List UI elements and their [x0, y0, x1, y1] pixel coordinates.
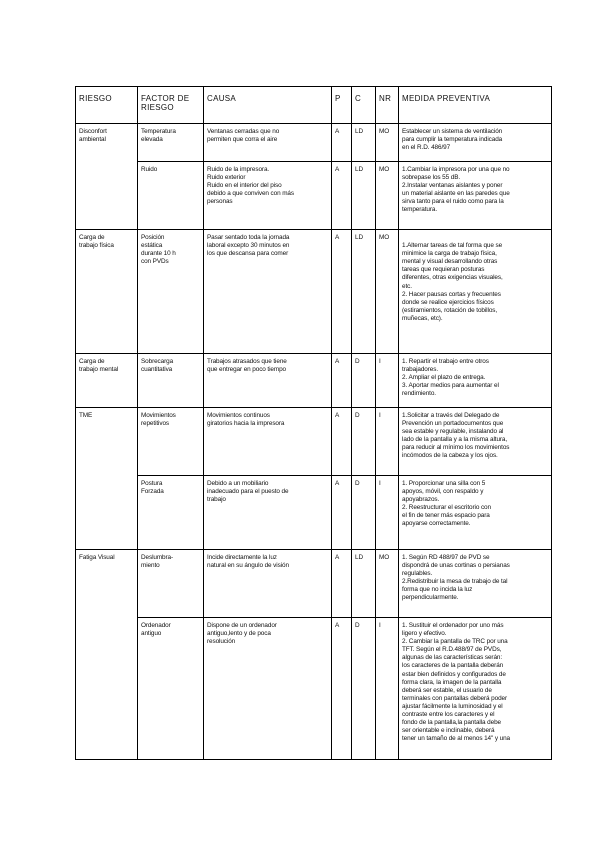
c-cell: D — [352, 354, 376, 408]
factor-cell: Ordenador antiguo — [138, 618, 204, 760]
causa-cell: Ruido de la impresora. Ruido exterior Ruido en el interior del piso debido a que conviven con más personas — [204, 162, 332, 230]
medida-cell: 1. Sustituir el ordenador por uno más ligero y efectivo. 2. Cambiar la pantalla de TRC por una TFT. Según el R.D.488/97 de PVDs, algunas de las características serán: los caracteres de la pantalla deberán estar bien definidos y configurados de forma clara, la imagen de la pantalla deberá ser estable, el usuario de terminales con pantallas deberá poder ajustar fácilmente la luminosidad y el contraste entre los caracteres y el fondo de la pantalla,la pantalla debe ser orientable e inclinable, deberá tener un tamaño de al menos 14" y una — [399, 618, 552, 760]
nr-cell: MO — [376, 550, 399, 618]
p-cell: A — [332, 162, 352, 230]
p-cell: A — [332, 550, 352, 618]
medida-cell: Establecer un sistema de ventilación para cumplir la temperatura indicada en el R.D. 486/97 — [399, 124, 552, 162]
header-p: P — [332, 87, 352, 124]
header-c: C — [352, 87, 376, 124]
factor-cell: Movimientos repetitivos — [138, 408, 204, 476]
c-cell: D — [352, 408, 376, 476]
medida-cell: 1. Según RD 488/97 de PVD se dispondrá de unas cortinas o persianas regulables. 2.Redistribuir la mesa de trabajo de tal forma que no incida la luz perpendicularmente. — [399, 550, 552, 618]
p-cell: A — [332, 476, 352, 550]
header-causa: CAUSA — [204, 87, 332, 124]
p-cell: A — [332, 124, 352, 162]
table-row — [76, 230, 552, 354]
medida-cell: 1. Repartir el trabajo entre otros trabajadores. 2. Ampliar el plazo de entrega. 3. Aportar medios para aumentar el rendimiento. — [399, 354, 552, 408]
header-nr: NR — [376, 87, 399, 124]
medida-cell: 1. Proporcionar una silla con 5 apoyos, móvil, con respaldo y apoyabrazos. 2. Reestructurar el escritorio con el fin de tener más espacio para apoyarse correctamente. — [399, 476, 552, 550]
table-row — [76, 550, 552, 618]
riesgo-cell: Carga de trabajo mental — [76, 354, 138, 408]
factor-cell: Temperatura elevada — [138, 124, 204, 162]
riesgo-cell: Carga de trabajo física — [76, 230, 138, 354]
nr-cell: MO — [376, 162, 399, 230]
factor-cell: Ruido — [138, 162, 204, 230]
table-row — [76, 618, 552, 760]
table-row — [76, 408, 552, 476]
p-cell: A — [332, 618, 352, 760]
riesgo-cell: TME — [76, 408, 138, 550]
riesgo-cell: Disconfort ambiental — [76, 124, 138, 230]
factor-cell: Posición estática durante 10 h con PVDs — [138, 230, 204, 354]
c-cell: LD — [352, 162, 376, 230]
causa-cell: Pasar sentado toda la jornada laboral excepto 30 minutos en los que descansa para comer — [204, 230, 332, 354]
c-cell: D — [352, 476, 376, 550]
p-cell: A — [332, 230, 352, 354]
nr-cell: I — [376, 618, 399, 760]
causa-cell: Movimientos continuos giratorios hacia la impresora — [204, 408, 332, 476]
nr-cell: MO — [376, 124, 399, 162]
factor-cell: Deslumbra- miento — [138, 550, 204, 618]
p-cell: A — [332, 408, 352, 476]
factor-cell: Postura Forzada — [138, 476, 204, 550]
factor-cell: Sobrecarga cuantitativa — [138, 354, 204, 408]
table-row — [76, 354, 552, 408]
causa-cell: Incide directamente la luz natural en su ángulo de visión — [204, 550, 332, 618]
causa-cell: Ventanas cerradas que no permiten que corra el aire — [204, 124, 332, 162]
header-riesgo: RIESGO — [76, 87, 138, 124]
table-row — [76, 162, 552, 230]
p-cell: A — [332, 354, 352, 408]
nr-cell: I — [376, 408, 399, 476]
table-row — [76, 124, 552, 162]
causa-cell: Trabajos atrasados que tiene que entregar en poco tiempo — [204, 354, 332, 408]
c-cell: D — [352, 618, 376, 760]
header-medida: MEDIDA PREVENTIVA — [399, 87, 552, 124]
table-row — [76, 476, 552, 550]
causa-cell: Debido a un mobiliario inadecuado para el puesto de trabajo — [204, 476, 332, 550]
medida-cell: 1.Solicitar a través del Delegado de Prevención un portadocumentos que sea estable y regulable, instalando al lado de la pantalla y a la misma altura, para reducir al mínimo los movimientos incómodos de la cabeza y los ojos. — [399, 408, 552, 476]
medida-cell: 1.Alternar tareas de tal forma que se minimice la carga de trabajo física, mental y visual desarrollando otras tareas que requieran posturas diferentes, otras exigencias visuales, etc. 2. Hacer pausas cortas y frecuentes donde se realice ejercicios físicos (estiramientos, rotación de tobillos, muñecas, etc). — [399, 230, 552, 354]
c-cell: LD — [352, 550, 376, 618]
c-cell: LD — [352, 124, 376, 162]
nr-cell: I — [376, 354, 399, 408]
nr-cell: MO — [376, 230, 399, 354]
riesgo-cell: Fatiga Visual — [76, 550, 138, 760]
table-header-row — [76, 87, 552, 124]
causa-cell: Dispone de un ordenador antiguo,lento y de poca resolución — [204, 618, 332, 760]
header-factor: FACTOR DE RIESGO — [138, 87, 204, 124]
c-cell: LD — [352, 230, 376, 354]
risk-assessment-table — [75, 86, 552, 760]
medida-cell: 1.Cambiar la impresora por una que no sobrepase los 55 dB. 2.Instalar ventanas aislantes y poner un material aislante en las paredes que sirva tanto para el ruido como para la temperatura. — [399, 162, 552, 230]
nr-cell: I — [376, 476, 399, 550]
